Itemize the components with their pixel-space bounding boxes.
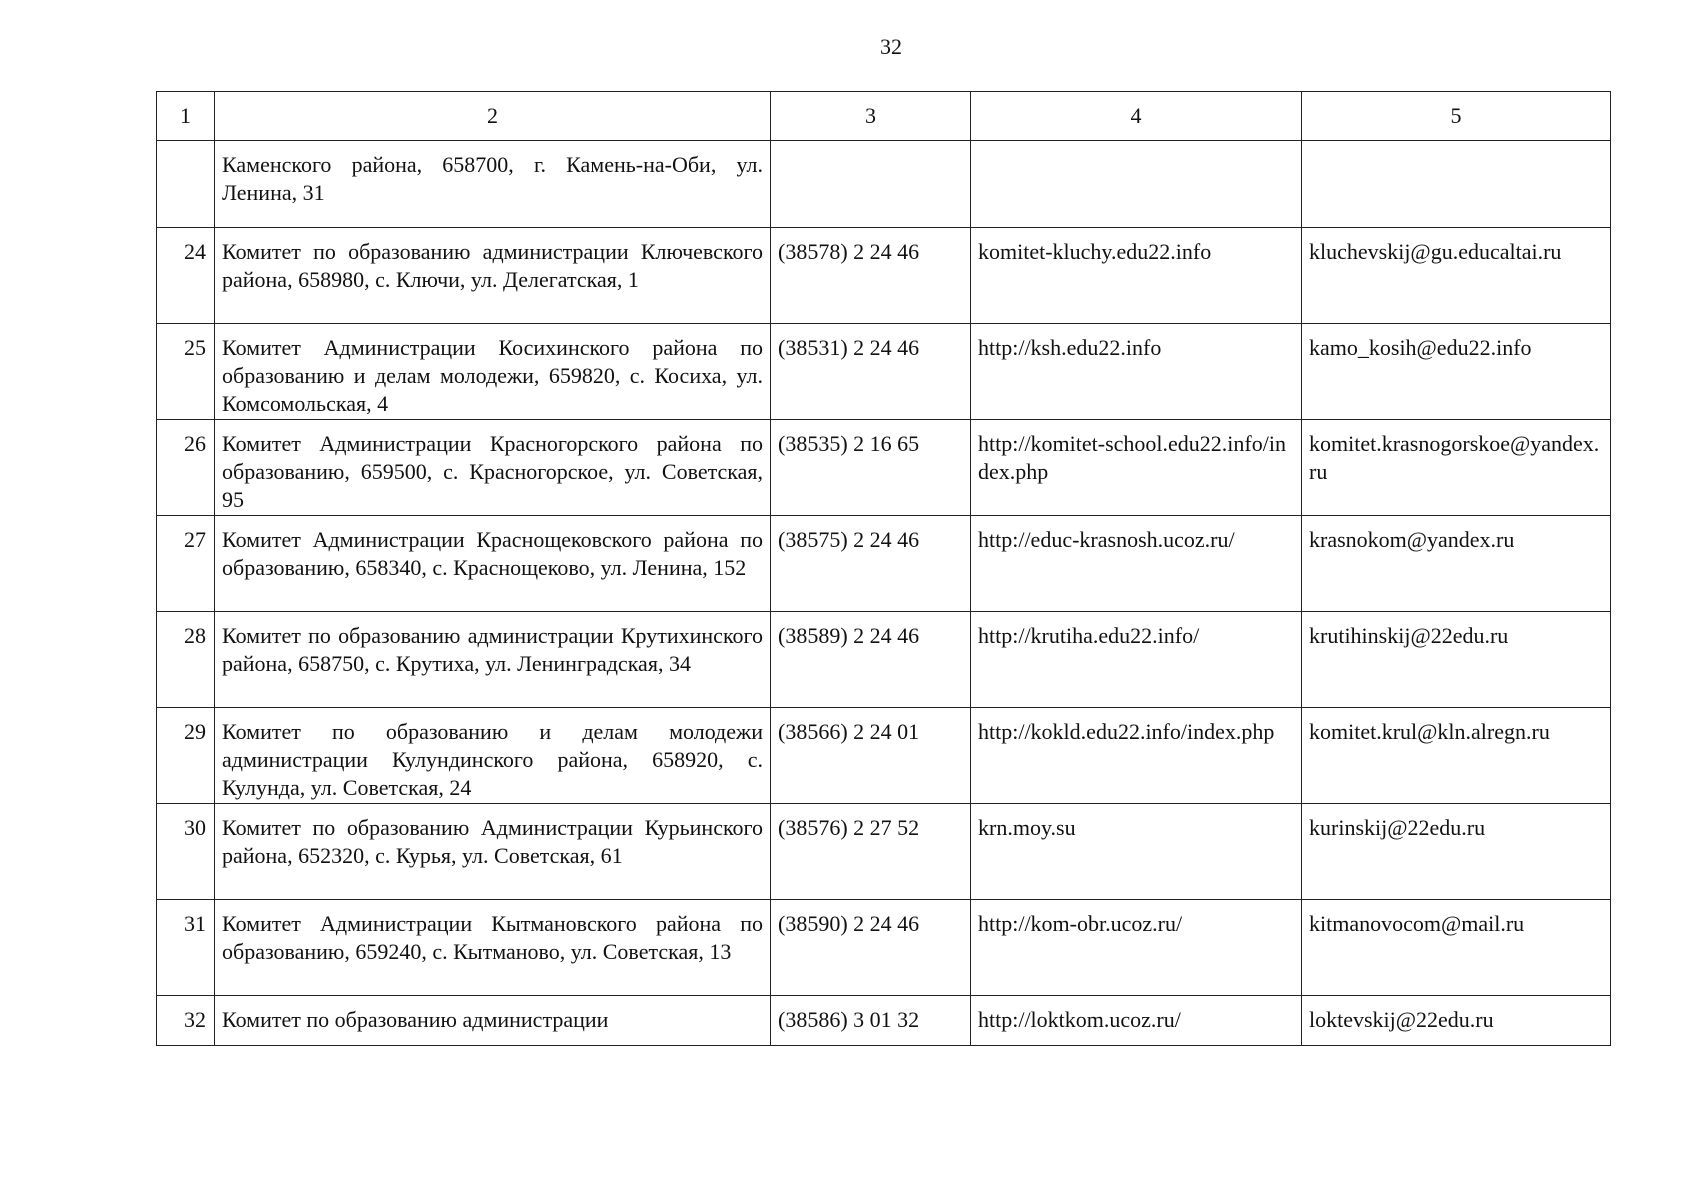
email-cell: krasnokom@yandex.ru — [1302, 516, 1611, 612]
table-row — [157, 324, 1611, 420]
website-cell — [971, 141, 1302, 228]
organization-address-cell: Комитет по образованию администрации — [215, 996, 771, 1046]
header-cell-5: 5 — [1302, 92, 1611, 141]
email-cell: komitet.krul@kln.alregn.ru — [1302, 708, 1611, 804]
organization-address-cell: Комитет Администрации Косихинского района по образованию и делам молодежи, 659820, с. Косиха, ул. Комсомольская, 4 — [215, 324, 771, 420]
email-cell: kamo_kosih@edu22.info — [1302, 324, 1611, 420]
table-row — [157, 900, 1611, 996]
row-number-cell: 32 — [157, 996, 215, 1046]
row-number-cell: 31 — [157, 900, 215, 996]
table-row — [157, 420, 1611, 516]
website-cell: http://kokld.edu22.info/index.php — [971, 708, 1302, 804]
email-cell: loktevskij@22edu.ru — [1302, 996, 1611, 1046]
website-cell: komitet-kluchy.edu22.info — [971, 228, 1302, 324]
website-cell: http://kom-obr.ucoz.ru/ — [971, 900, 1302, 996]
organization-address-cell: Комитет по образованию администрации Ключевского района, 658980, с. Ключи, ул. Делегатская, 1 — [215, 228, 771, 324]
phone-cell: (38589) 2 24 46 — [771, 612, 971, 708]
website-cell: http://komitet-school.edu22.info/index.php — [971, 420, 1302, 516]
website-cell: krn.moy.su — [971, 804, 1302, 900]
email-cell: komitet.krasnogorskoe@yandex.ru — [1302, 420, 1611, 516]
contacts-table — [156, 91, 1611, 1046]
phone-cell: (38575) 2 24 46 — [771, 516, 971, 612]
row-number-cell: 25 — [157, 324, 215, 420]
continuation-row — [157, 141, 1611, 228]
organization-address-cell: Каменского района, 658700, г. Камень-на-Оби, ул. Ленина, 31 — [215, 141, 771, 228]
website-cell: http://ksh.edu22.info — [971, 324, 1302, 420]
row-number-cell: 26 — [157, 420, 215, 516]
header-cell-1: 1 — [157, 92, 215, 141]
website-cell: http://educ-krasnosh.ucoz.ru/ — [971, 516, 1302, 612]
header-row — [157, 92, 1611, 141]
table-row — [157, 804, 1611, 900]
organization-address-cell: Комитет по образованию Администрации Курьинского района, 652320, с. Курья, ул. Советская, 61 — [215, 804, 771, 900]
website-cell: http://loktkom.ucoz.ru/ — [971, 996, 1302, 1046]
phone-cell: (38531) 2 24 46 — [771, 324, 971, 420]
header-cell-2: 2 — [215, 92, 771, 141]
organization-address-cell: Комитет по образованию и делам молодежи администрации Кулундинского района, 658920, с. Кулунда, ул. Советская, 24 — [215, 708, 771, 804]
table-row — [157, 228, 1611, 324]
phone-cell: (38576) 2 27 52 — [771, 804, 971, 900]
phone-cell: (38586) 3 01 32 — [771, 996, 971, 1046]
phone-cell: (38535) 2 16 65 — [771, 420, 971, 516]
email-cell: krutihinskij@22edu.ru — [1302, 612, 1611, 708]
table-row — [157, 708, 1611, 804]
phone-cell: (38590) 2 24 46 — [771, 900, 971, 996]
row-number-cell — [157, 141, 215, 228]
organization-address-cell: Комитет Администрации Кытмановского района по образованию, 659240, с. Кытманово, ул. Советская, 13 — [215, 900, 771, 996]
row-number-cell: 28 — [157, 612, 215, 708]
phone-cell: (38578) 2 24 46 — [771, 228, 971, 324]
organization-address-cell: Комитет Администрации Краснощековского района по образованию, 658340, с. Краснощеково, ул. Ленина, 152 — [215, 516, 771, 612]
organization-address-cell: Комитет Администрации Красногорского района по образованию, 659500, с. Красногорское, ул. Советская, 95 — [215, 420, 771, 516]
header-cell-4: 4 — [971, 92, 1302, 141]
table-row — [157, 996, 1611, 1046]
row-number-cell: 24 — [157, 228, 215, 324]
organization-address-cell: Комитет по образованию администрации Крутихинского района, 658750, с. Крутиха, ул. Ленинградская, 34 — [215, 612, 771, 708]
email-cell: kluchevskij@gu.educaltai.ru — [1302, 228, 1611, 324]
row-number-cell: 30 — [157, 804, 215, 900]
row-number-cell: 29 — [157, 708, 215, 804]
page-number: 32 — [880, 34, 902, 59]
table-row — [157, 612, 1611, 708]
website-cell: http://krutiha.edu22.info/ — [971, 612, 1302, 708]
email-cell: kitmanovocom@mail.ru — [1302, 900, 1611, 996]
header-cell-3: 3 — [771, 92, 971, 141]
table-row — [157, 516, 1611, 612]
phone-cell: (38566) 2 24 01 — [771, 708, 971, 804]
email-cell: kurinskij@22edu.ru — [1302, 804, 1611, 900]
row-number-cell: 27 — [157, 516, 215, 612]
email-cell — [1302, 141, 1611, 228]
phone-cell — [771, 141, 971, 228]
